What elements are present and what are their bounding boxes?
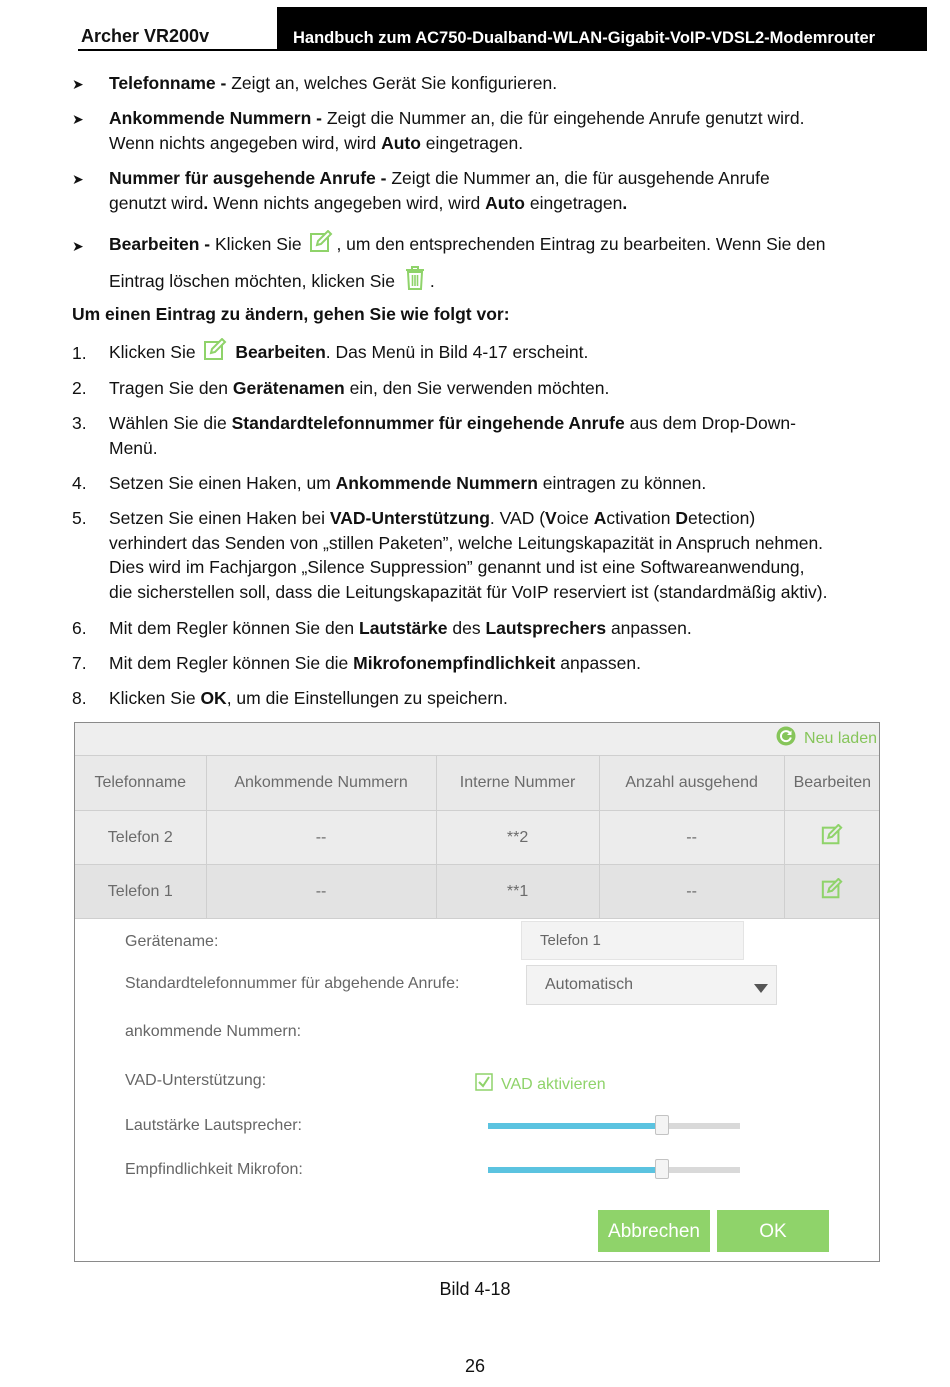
- section-heading: Um einen Eintrag zu ändern, gehen Sie wie folgt vor:: [72, 304, 510, 324]
- cell-outgoing: --: [599, 865, 784, 919]
- step-number: 2.: [72, 378, 87, 398]
- step-number: 5.: [72, 508, 87, 528]
- step-3: [109, 411, 899, 461]
- step-term: D: [675, 508, 689, 528]
- column-header: Bearbeiten: [784, 756, 880, 811]
- cell-internal: **2: [436, 811, 599, 865]
- cancel-button[interactable]: Abbrechen: [598, 1210, 710, 1252]
- chevron-down-icon: [754, 980, 768, 998]
- step-number: 4.: [72, 473, 87, 493]
- term: .: [203, 193, 209, 213]
- desc: , um den entsprechenden Eintrag zu bearbeiten. Wenn Sie den: [336, 234, 826, 254]
- trash-icon: [403, 265, 427, 302]
- edit-icon: [203, 338, 227, 373]
- step-text: ctivation: [606, 508, 676, 528]
- step-7: [109, 651, 899, 676]
- step-number: 6.: [72, 618, 87, 638]
- step-5: [109, 506, 899, 604]
- table-row: [75, 811, 880, 865]
- step-text: . VAD (: [489, 508, 546, 528]
- vad-checkbox-label: VAD aktivieren: [501, 1075, 606, 1093]
- step-text: , um die Einstellungen zu speichern.: [226, 688, 508, 708]
- term: Auto: [381, 133, 421, 153]
- step-text: Dies wird im Fachjargon „Silence Suppression” genannt und ist eine Softwareanwendung,: [109, 557, 805, 577]
- term: Auto: [485, 193, 526, 213]
- bullet-telefonname: [109, 71, 899, 96]
- step-number: 3.: [72, 413, 87, 433]
- ok-button[interactable]: OK: [717, 1210, 829, 1252]
- step-8: [109, 686, 899, 711]
- step-text: eintragen zu können.: [537, 473, 707, 493]
- term: Bearbeiten -: [109, 234, 211, 254]
- toolbar: [75, 723, 880, 755]
- refresh-icon: [776, 726, 796, 751]
- slider-fill: [488, 1167, 662, 1173]
- column-header: Interne Nummer: [436, 756, 599, 811]
- mic-sensitivity-slider[interactable]: [488, 1167, 740, 1173]
- table-header-row: [75, 756, 880, 811]
- step-text: Setzen Sie einen Haken bei: [109, 508, 330, 528]
- slider-handle[interactable]: [655, 1115, 669, 1135]
- step-term: Gerätenamen: [232, 378, 345, 398]
- step-text: ein, den Sie verwenden möchten.: [344, 378, 610, 398]
- step-text: die sicherstellen soll, dass die Leitungskapazität für VoIP reserviert ist (standardmäßig aktiv).: [109, 581, 828, 602]
- reload-button[interactable]: [776, 726, 877, 751]
- step-number: 1.: [72, 343, 87, 363]
- step-text: Wählen Sie die: [109, 413, 232, 433]
- desc: eingetragen: [525, 193, 623, 213]
- default-number-select[interactable]: [526, 965, 777, 1005]
- edit-icon: [309, 230, 333, 265]
- step-text: Klicken Sie: [109, 342, 201, 362]
- edit-icon[interactable]: [821, 887, 843, 904]
- checkbox-checked-icon: [475, 1073, 493, 1096]
- document-title-right: Handbuch zum AC750-Dualband-WLAN-Gigabit-VoIP-VDSL2-Modemrouter: [277, 7, 927, 51]
- cell-internal: **1: [436, 865, 599, 919]
- cell-incoming: --: [206, 811, 436, 865]
- column-header: Ankommende Nummern: [206, 756, 436, 811]
- desc: Wenn nichts angegeben wird, wird: [208, 193, 486, 213]
- default-number-label: Standardtelefonnummer für abgehende Anrufe:: [125, 975, 460, 992]
- step-text: verhindert das Senden von „stillen Paketen”, welche Leitungskapazität in Anspruch nehmen.: [109, 532, 824, 553]
- desc: Klicken Sie: [210, 234, 307, 254]
- step-term: Standardtelefonnummer für eingehende Anrufe: [231, 413, 625, 433]
- bullet-bearbeiten: [109, 228, 899, 302]
- page-number: 26: [464, 1356, 486, 1376]
- step-text: Setzen Sie einen Haken, um: [109, 473, 336, 493]
- cell-outgoing: --: [599, 811, 784, 865]
- desc: Wenn nichts angegeben wird, wird: [109, 133, 382, 153]
- desc: genutzt wird: [109, 193, 204, 213]
- desc: Zeigt die Nummer an, die für ausgehende Anrufe: [386, 168, 770, 188]
- column-header: Anzahl ausgehend: [599, 756, 784, 811]
- table-row: [75, 865, 880, 919]
- speaker-volume-slider[interactable]: [488, 1123, 740, 1129]
- step-term: Lautsprechers: [485, 618, 607, 638]
- step-text: anpassen.: [606, 618, 692, 638]
- desc: eingetragen.: [420, 133, 524, 153]
- figure-caption: Bild 4-18: [439, 1279, 511, 1299]
- cell-name: Telefon 2: [75, 811, 206, 865]
- cell-name: Telefon 1: [75, 865, 206, 919]
- step-1: [109, 336, 899, 373]
- bullet-arrow: ➤: [72, 171, 84, 187]
- step-number: 7.: [72, 653, 87, 673]
- step-6: [109, 616, 899, 641]
- step-text: oice: [556, 508, 594, 528]
- bullet-arrow: ➤: [72, 238, 84, 254]
- step-number: 8.: [72, 688, 87, 708]
- mic-sensitivity-label: Empfindlichkeit Mikrofon:: [125, 1161, 303, 1178]
- cell-incoming: --: [206, 865, 436, 919]
- term: Nummer für ausgehende Anrufe -: [109, 168, 387, 188]
- step-text: des: [447, 618, 486, 638]
- edit-icon[interactable]: [821, 833, 843, 850]
- bullet-ausgehend: [109, 166, 899, 216]
- step-term: V: [545, 508, 557, 528]
- speaker-volume-label: Lautstärke Lautsprecher:: [125, 1117, 302, 1134]
- phone-table: [75, 755, 880, 919]
- step-term: OK: [200, 688, 227, 708]
- bullet-arrow: ➤: [72, 76, 84, 92]
- step-term: Ankommende Nummern: [335, 473, 538, 493]
- step-term: Lautstärke: [359, 618, 448, 638]
- step-text: Tragen Sie den: [109, 378, 233, 398]
- incoming-numbers-label: ankommende Nummern:: [125, 1023, 302, 1040]
- phone-settings-screenshot: [74, 722, 880, 1262]
- column-header: Telefonname: [75, 756, 206, 811]
- term: .: [622, 193, 628, 213]
- desc: Zeigt die Nummer an, die für eingehende Anrufe genutzt wird.: [321, 108, 805, 128]
- cell-edit: [784, 865, 880, 919]
- selected-value: Automatisch: [545, 976, 634, 993]
- cell-edit: [784, 811, 880, 865]
- term: Ankommende Nummern -: [109, 108, 322, 128]
- bullet-ankommende: [109, 106, 899, 156]
- vad-checkbox[interactable]: [475, 1073, 606, 1096]
- step-text: anpassen.: [555, 653, 642, 673]
- term: Telefonname -: [109, 73, 227, 93]
- header-underline: [78, 49, 278, 51]
- desc: .: [429, 271, 435, 291]
- step-term: VAD-Unterstützung: [329, 508, 490, 528]
- slider-fill: [488, 1123, 662, 1129]
- slider-handle[interactable]: [655, 1159, 669, 1179]
- step-text: etection): [688, 508, 756, 528]
- step-text: Mit dem Regler können Sie den: [109, 618, 359, 638]
- bullet-arrow: ➤: [72, 111, 84, 127]
- device-name-label: Gerätename:: [125, 933, 219, 950]
- step-term: A: [593, 508, 607, 528]
- step-text: . Das Menü in Bild 4-17 erscheint.: [325, 342, 589, 362]
- document-title-left: Archer VR200v: [81, 26, 210, 46]
- vad-label: VAD-Unterstützung:: [125, 1072, 267, 1089]
- desc: Zeigt an, welches Gerät Sie konfigurieren.: [226, 73, 558, 93]
- step-text: Klicken Sie: [109, 688, 201, 708]
- desc: Eintrag löschen möchten, klicken Sie: [109, 271, 400, 291]
- step-2: [109, 376, 899, 401]
- device-name-input[interactable]: Telefon 1: [521, 921, 744, 960]
- step-text: aus dem Drop-Down-: [624, 413, 796, 433]
- step-text: Menü.: [109, 438, 158, 458]
- step-term: Mikrofonempfindlichkeit: [353, 653, 556, 673]
- step-4: [109, 471, 899, 496]
- reload-label: Neu laden: [804, 729, 877, 747]
- step-text: Mit dem Regler können Sie die: [109, 653, 354, 673]
- step-term: Bearbeiten: [235, 342, 326, 362]
